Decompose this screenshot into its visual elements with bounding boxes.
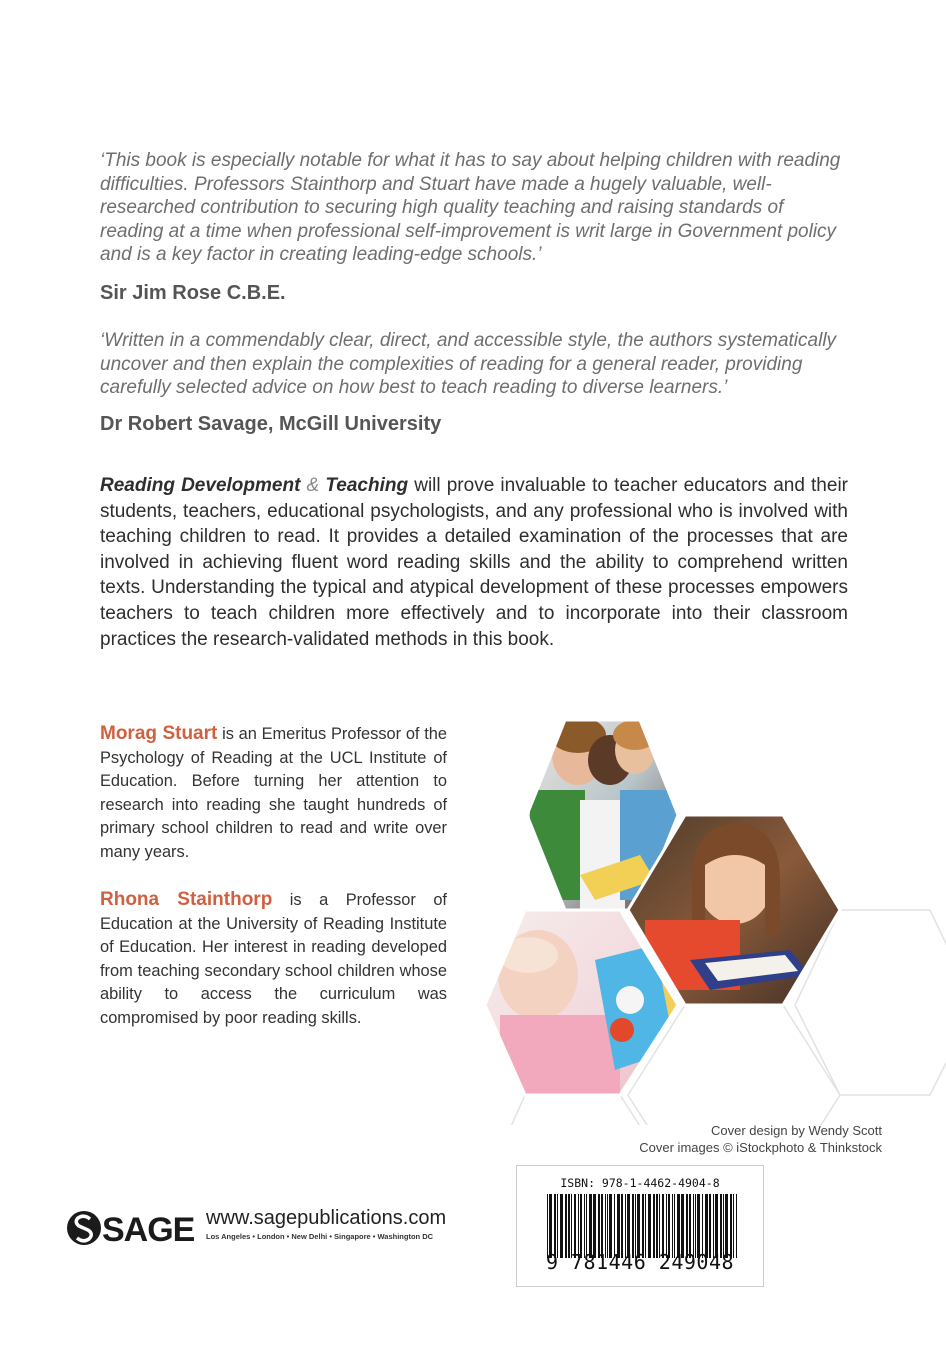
publisher-url[interactable]: www.sagepublications.com <box>206 1207 447 1229</box>
endorsement-quote-2: ‘Written in a commendably clear, direct, and accessible style, the authors systematically uncover and then explain the complexities of reading for a general reader, providing carefully selected advice on how best to teach reading to diverse learners.’ <box>100 330 837 399</box>
cover-credits <box>639 1123 882 1156</box>
book-title-part1: Reading Development <box>100 475 301 496</box>
decorative-hexagon <box>485 1095 678 1125</box>
book-title-ampersand: & <box>306 475 320 496</box>
author-bio-text-1: is an Emeritus Professor of the Psychology of Reading at the UCL Institute of Education. Before turning her attention to research into reading she taught hundreds of primary school children to read and write over many years. <box>100 725 447 861</box>
endorsement-author-2: Dr Robert Savage, McGill University <box>100 413 442 435</box>
author-name-1: Morag Stuart <box>100 723 218 744</box>
author-name-2: Rhona Stainthorp <box>100 889 273 910</box>
images-credit: Cover images © iStockphoto & Thinkstock <box>639 1139 882 1155</box>
book-blurb <box>100 473 848 652</box>
hexagon-photo-collage <box>430 705 946 1125</box>
author-bio-1 <box>100 722 447 865</box>
author-bio-2 <box>100 888 447 1031</box>
book-title-part2: Teaching <box>325 475 409 496</box>
endorsement-author-1: Sir Jim Rose C.B.E. <box>100 282 286 304</box>
barcode-digits: 9 781446 249048 <box>545 1250 735 1274</box>
isbn-label: ISBN: 978-1-4462-4904-8 <box>560 1176 720 1190</box>
author-bio-text-2: is a Professor of Education at the University of Reading Institute of Education. Her interest in reading developed from teaching secondary school children whose ability to access the curriculum was compromised by poor reading skills. <box>100 891 447 1027</box>
sage-logo <box>66 1205 198 1251</box>
design-credit: Cover design by Wendy Scott <box>710 1123 882 1138</box>
publisher-cities: Los Angeles • London • New Delhi • Singapore • Washington DC <box>206 1232 434 1241</box>
endorsement-quote-1: ‘This book is especially notable for what it has to say about helping children with reading difficulties. Professors Stainthorp and Stuart have made a hugely valuable, well-researched contribution to securing high quality teaching and raising standards of reading at a time when professional self-improvement is writ large in Government policy and is a key factor in creating leading-edge schools.’ <box>100 150 841 266</box>
blurb-text: will prove invaluable to teacher educators and their students, teachers, educational psychologists, and any professional who is involved with teaching children to read. It provides a detailed examination of the processes that are involved in achieving fluent word reading skills and the ability to comprehend written texts. Understanding the typical and atypical development of these processes empowers teachers to teach children more effectively and to incorporate into their classroom practices the research-validated methods in this book. <box>100 475 848 650</box>
sage-wordmark: SAGE <box>102 1211 195 1249</box>
isbn-barcode <box>516 1165 764 1287</box>
barcode-bars <box>547 1194 737 1258</box>
